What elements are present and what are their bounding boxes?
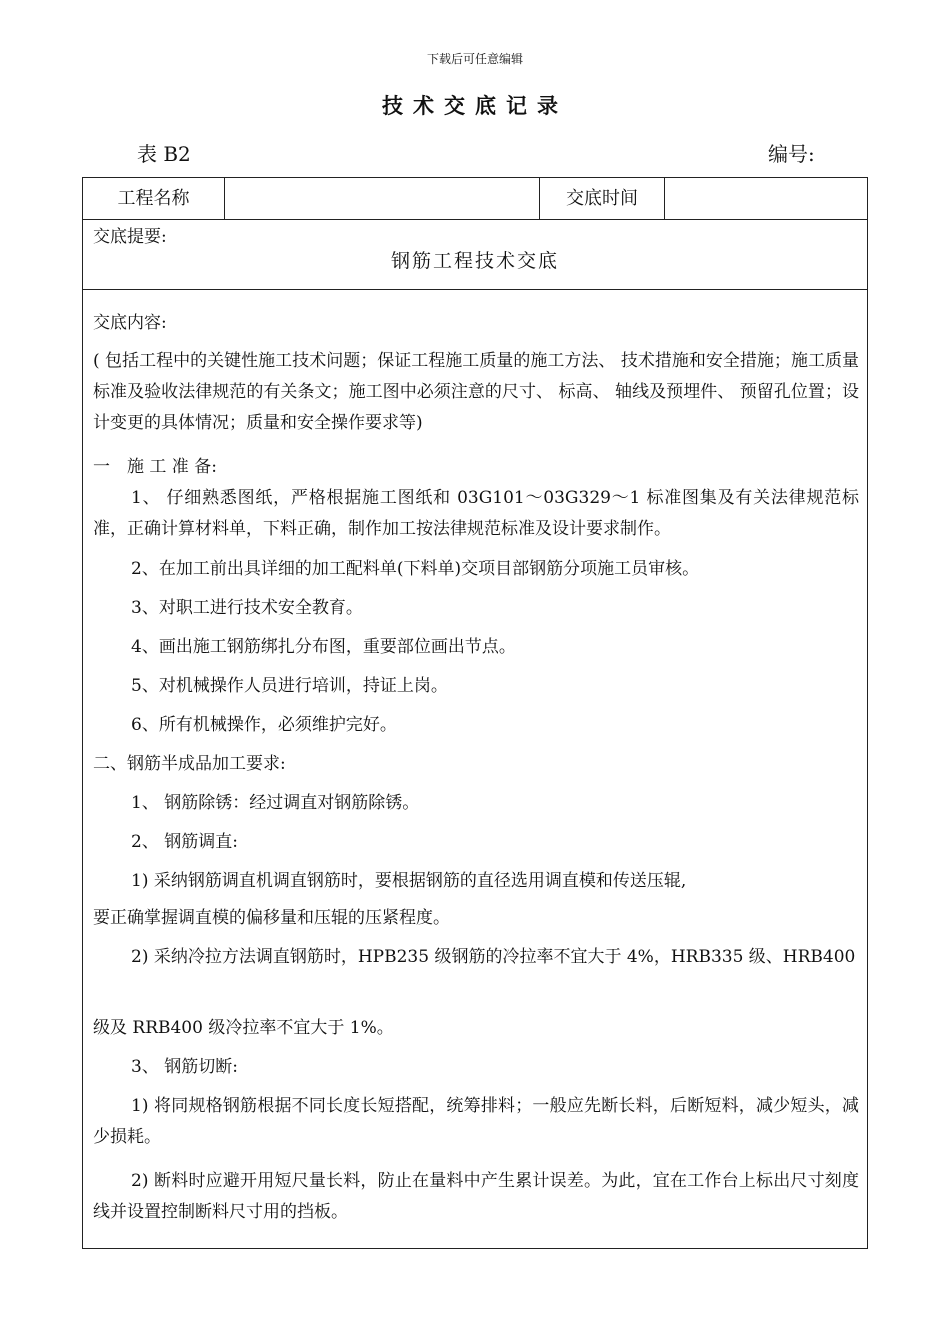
content-paragraph: 3、 钢筋切断:	[131, 1057, 238, 1077]
record-table	[82, 177, 868, 1249]
content-paragraph: 2、 钢筋调直:	[131, 832, 238, 852]
content-paragraph: 1) 将同规格钢筋根据不同长度长短搭配，统筹排料；一般应先断长料，后断短料，减少短头，减少损耗。	[93, 1096, 859, 1147]
content-paragraph: 级及 RRB400 级冷拉率不宜大于 1%。	[93, 1018, 394, 1038]
content-paragraph: 1、 钢筋除锈：经过调直对钢筋除锈。	[131, 793, 420, 813]
content-paragraph: 6、所有机械操作，必须维护完好。	[131, 715, 397, 735]
serial-label: 编号:	[768, 142, 815, 166]
content-paragraph: 2、在加工前出具详细的加工配料单(下料单)交项目部钢筋分项施工员审核。	[131, 559, 700, 579]
content-paragraph: 2) 断料时应避开用短尺量长料，防止在量料中产生累计误差。为此，宜在工作台上标出尺寸刻度线并设置控制断料尺寸用的挡板。	[93, 1171, 859, 1222]
date-label: 交底时间	[540, 178, 665, 219]
content-paragraph: 要正确掌握调直模的偏移量和压辊的压紧程度。	[93, 908, 450, 928]
page-title: 技术交底记录	[382, 93, 568, 118]
section-heading: 二、钢筋半成品加工要求:	[93, 754, 286, 774]
content-paragraph: 5、对机械操作人员进行培训，持证上岗。	[131, 676, 448, 696]
content-paragraph: 3、对职工进行技术安全教育。	[131, 598, 363, 618]
table-row-project	[83, 178, 867, 220]
project-name-value	[225, 178, 540, 219]
summary-value: 钢筋工程技术交底	[390, 250, 559, 272]
project-name-label: 工程名称	[83, 178, 225, 219]
date-value	[665, 178, 869, 219]
top-note: 下载后可任意编辑	[426, 52, 523, 66]
content-paragraph: 2) 采纳冷拉方法调直钢筋时，HPB235 级钢筋的冷拉率不宜大于 4%，HRB335 级、HRB400	[131, 947, 856, 967]
content-paragraph: 1) 采纳钢筋调直机调直钢筋时，要根据钢筋的直径选用调直模和传送压辊,	[131, 871, 687, 891]
content-label: 交底内容:	[93, 313, 167, 333]
content-paragraph: 4、画出施工钢筋绑扎分布图，重要部位画出节点。	[131, 637, 516, 657]
content-paragraph: ( 包括工程中的关键性施工技术问题；保证工程施工质量的施工方法、 技术措施和安全措施；施工质量标准及验收法律规范的有关条文；施工图中必须注意的尺寸、 标高、 轴线及预埋件、 预留孔位置；设计变更的具体情况；质量和安全操作要求等)	[93, 351, 859, 433]
summary-label: 交底提要:	[93, 227, 167, 247]
form-number: 表 B2	[137, 142, 191, 166]
table-row-summary	[83, 219, 867, 290]
paragraph-text: 1、 仔细熟悉图纸，严格根据施工图纸和 03G101～03G329～1 标准图集及有关法律规范标准，正确计算材料单，下料正确，制作加工按法律规范标准及设计要求制作。	[93, 488, 859, 539]
content-paragraph	[93, 483, 859, 545]
section-heading: 一 施 工 准 备:	[93, 457, 217, 477]
